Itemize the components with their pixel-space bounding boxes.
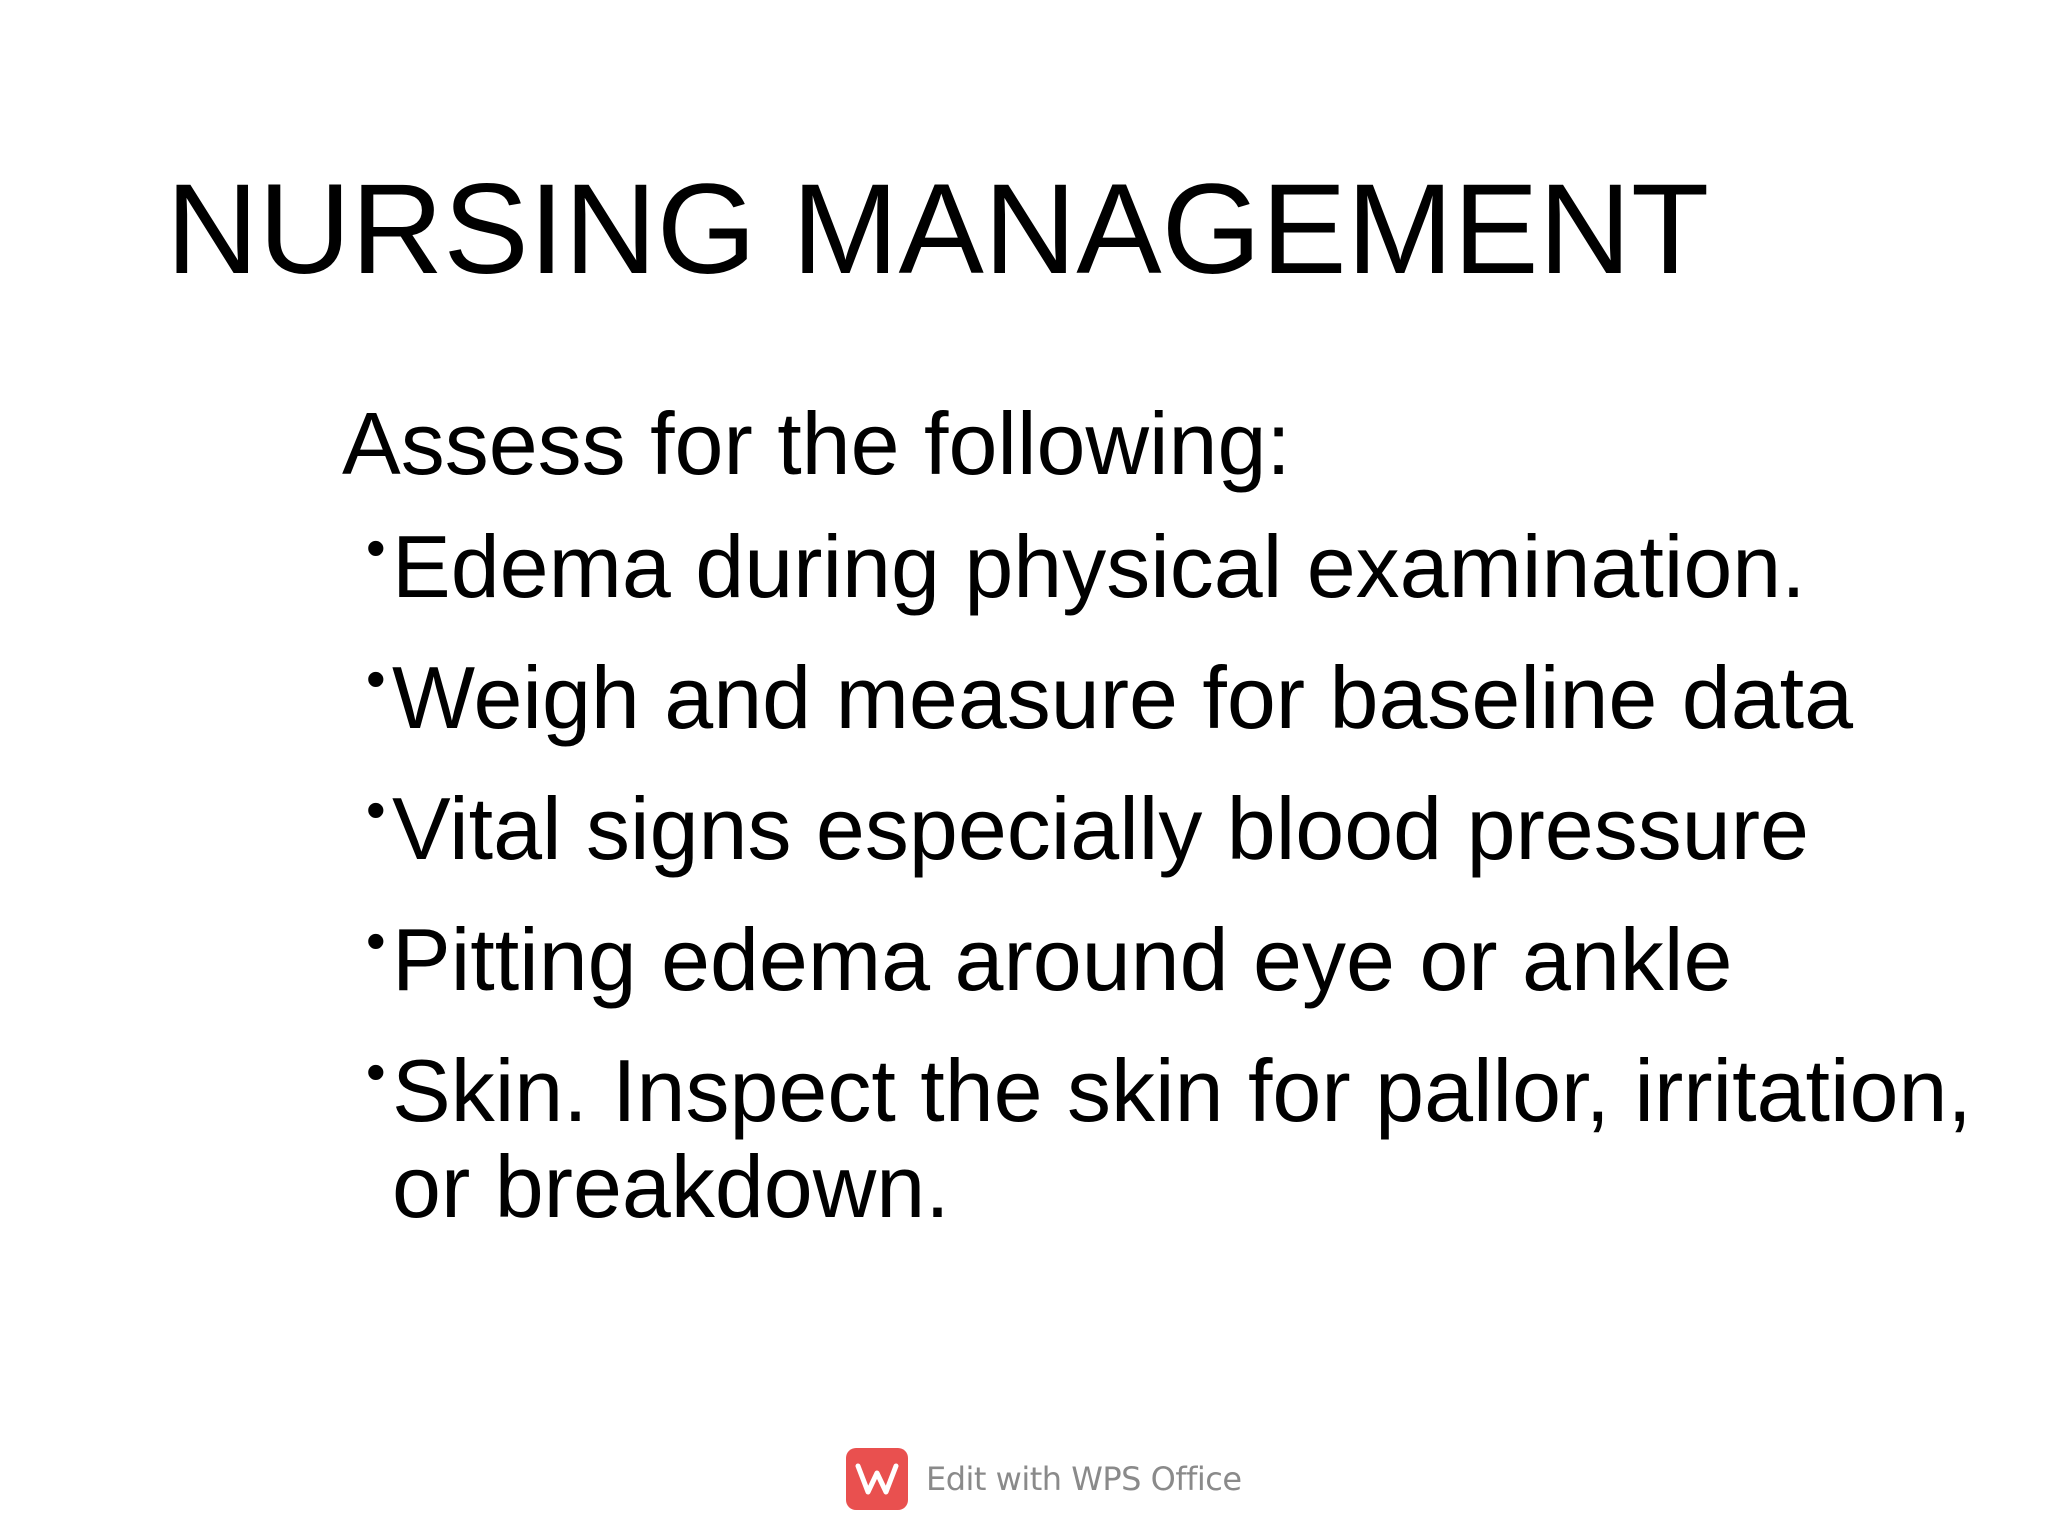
wps-edit-badge[interactable] bbox=[846, 1448, 1242, 1510]
intro-text: Assess for the following: bbox=[342, 394, 1291, 493]
bullet-text: Skin. Inspect the skin for pallor, irritation, or breakdown. bbox=[392, 1041, 1972, 1236]
bullet-list bbox=[366, 500, 2006, 1251]
bullet-marker: • bbox=[366, 647, 386, 710]
bullet-text: Pitting edema around eye or ankle bbox=[392, 910, 1733, 1009]
bullet-text: Edema during physical examination. bbox=[392, 517, 1806, 616]
wps-logo-icon bbox=[846, 1448, 908, 1510]
bullet-marker: • bbox=[366, 909, 386, 972]
wps-w-glyph-icon bbox=[855, 1461, 899, 1497]
slide-title: NURSING MANAGEMENT bbox=[166, 158, 1710, 301]
bullet-marker: • bbox=[366, 1040, 386, 1103]
bullet-marker: • bbox=[366, 516, 386, 579]
bullet-text: Vital signs especially blood pressure bbox=[392, 779, 1809, 878]
bullet-item bbox=[366, 1024, 2006, 1235]
bullet-item bbox=[366, 762, 2006, 877]
wps-edit-label: Edit with WPS Office bbox=[926, 1460, 1242, 1498]
bullet-item bbox=[366, 631, 2006, 746]
bullet-item bbox=[366, 893, 2006, 1008]
bullet-item bbox=[366, 500, 2006, 615]
bullet-marker: • bbox=[366, 778, 386, 841]
bullet-text: Weigh and measure for baseline data bbox=[392, 648, 1854, 747]
